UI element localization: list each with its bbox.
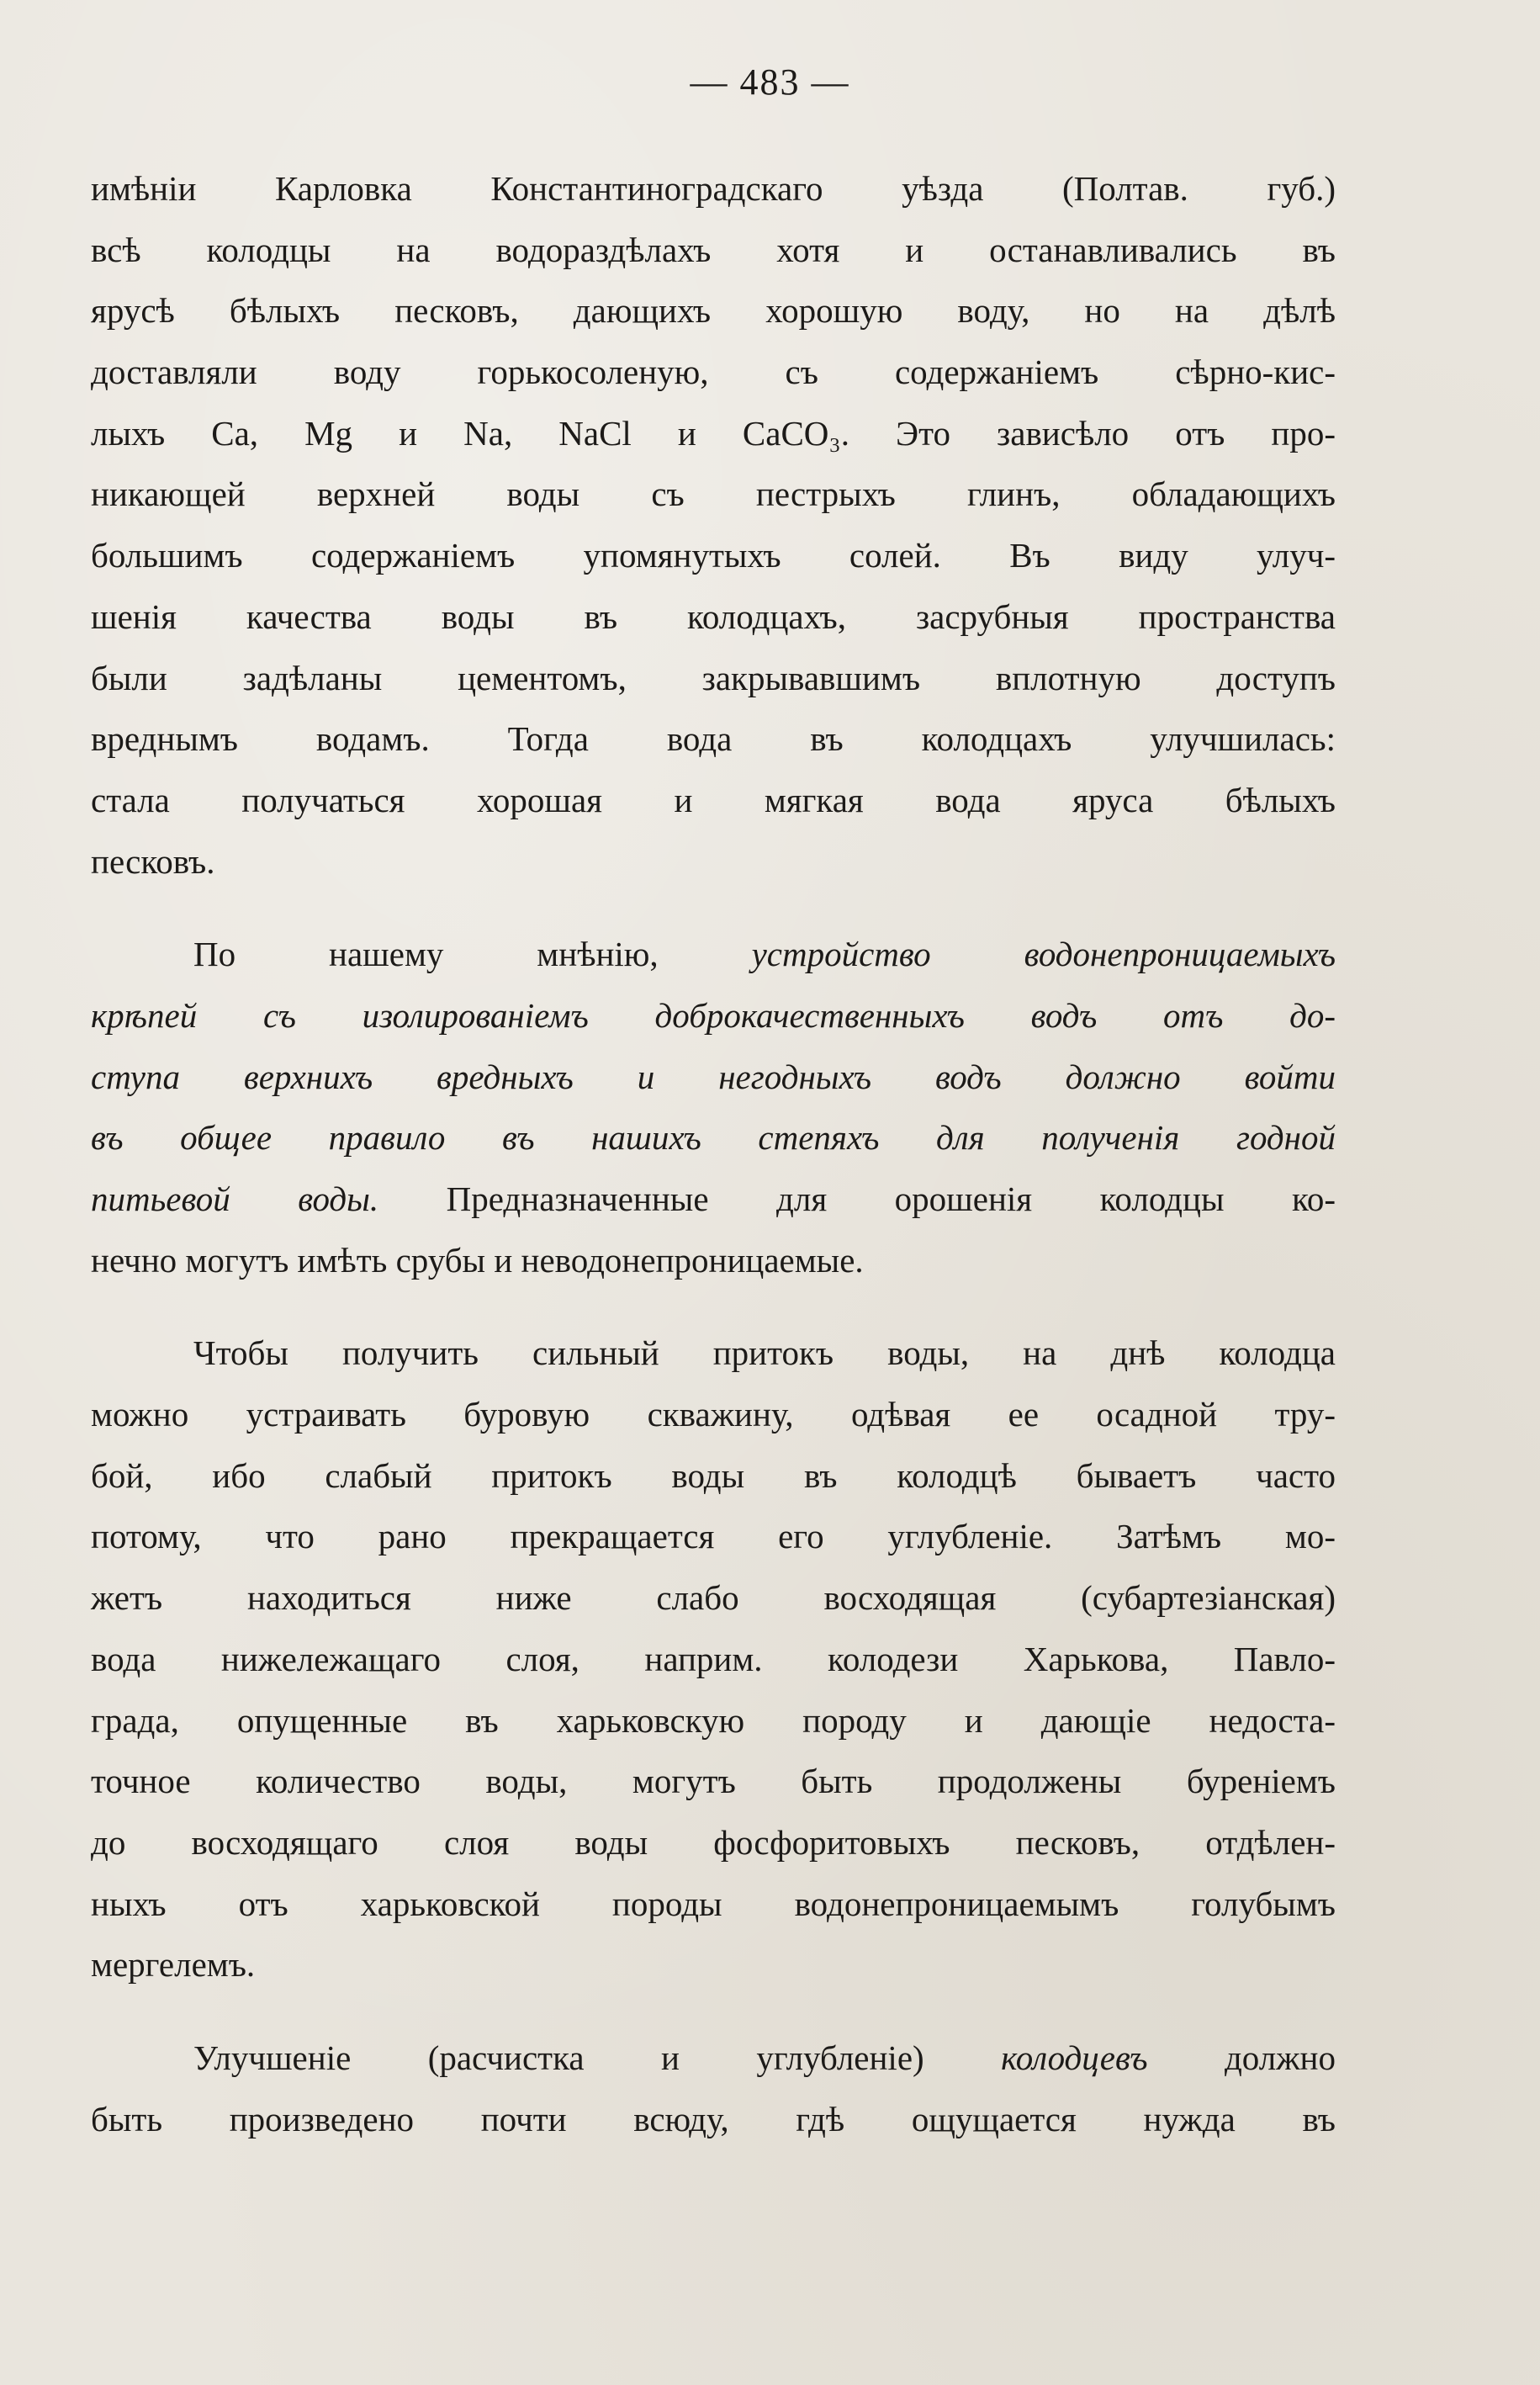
text-line: [91, 770, 1336, 831]
text-line: [91, 1169, 1336, 1230]
text-line: [91, 924, 1336, 985]
text-segment: потому, что рано прекращается его углубленіе. Затѣмъ мо-: [91, 1517, 1336, 1556]
text-line: [91, 1812, 1336, 1874]
text-line: [91, 525, 1336, 586]
text-segment: шенія качества воды въ колодцахъ, засрубныя пространства: [91, 596, 1336, 636]
page-body: [91, 158, 1336, 2149]
text-segment: должно: [1147, 2038, 1336, 2077]
text-segment-italic: ступа верхнихъ вредныхъ и негодныхъ водъ должно войти: [91, 1057, 1336, 1096]
text-segment: ныхъ отъ харьковской породы водонепроницаемымъ голубымъ: [91, 1884, 1336, 1923]
paragraph-gap: [91, 1995, 1336, 2027]
text-segment: большимъ содержаніемъ упомянутыхъ солей. Въ виду улуч-: [91, 536, 1336, 575]
text-line: [91, 342, 1336, 403]
paragraph: [91, 924, 1336, 1291]
text-segment: стала получаться хорошая и мягкая вода яруса бѣлыхъ: [91, 780, 1336, 819]
text-segment: жетъ находиться ниже слабо восходящая (субартезіанская): [91, 1578, 1336, 1618]
paragraph: [91, 158, 1336, 892]
text-line: [91, 403, 1336, 464]
text-line: [91, 1874, 1336, 1935]
text-segment: нечно могутъ имѣть срубы и неводонепроницаемые.: [91, 1240, 864, 1280]
text-segment: бой, ибо слабый притокъ воды въ колодцѣ бываетъ часто: [91, 1455, 1336, 1495]
text-line: [91, 1445, 1336, 1507]
text-line: [91, 1506, 1336, 1567]
text-segment: ярусѣ бѣлыхъ песковъ, дающихъ хорошую воду, но на дѣлѣ: [91, 291, 1336, 331]
paragraph-gap: [91, 892, 1336, 924]
text-segment: Предназначенные для орошенія колодцы ко-: [378, 1179, 1336, 1218]
text-segment: можно устраивать буровую скважину, одѣвая ее осадной тру-: [91, 1395, 1336, 1434]
text-segment: града, опущенные въ харьковскую породу и дающіе недоста-: [91, 1700, 1336, 1740]
paragraph: [91, 2027, 1336, 2149]
text-segment: доставляли воду горькосоленую, съ содержаніемъ сѣрно-кис-: [91, 352, 1336, 392]
text-segment-italic: питьевой воды.: [91, 1179, 379, 1218]
text-line: [91, 158, 1336, 220]
text-segment: были задѣланы цементомъ, закрывавшимъ вплотную доступъ: [91, 658, 1336, 697]
text-line: [91, 1934, 1336, 1995]
text-segment-italic: въ общее правило въ нашихъ степяхъ для полученія годной: [91, 1118, 1336, 1158]
text-segment: По нашему мнѣнію,: [193, 935, 752, 974]
text-line: [91, 1690, 1336, 1752]
text-segment: вреднымъ водамъ. Тогда вода въ колодцахъ улучшилась:: [91, 719, 1336, 759]
text-segment: имѣніи Карловка Константиноградскаго уѣзда (Полтав. губ.): [91, 169, 1336, 208]
text-segment-italic: колодцевъ: [1001, 2038, 1148, 2077]
text-segment: лыхъ Ca, Mg и Na, NaCl и CaCO₃. Это зависѣло отъ про-: [91, 413, 1336, 453]
text-line: [91, 280, 1336, 342]
text-line: [91, 1047, 1336, 1108]
text-line: [91, 1230, 1336, 1291]
text-line: [91, 2089, 1336, 2150]
text-segment: быть произведено почти всюду, гдѣ ощущается нужда въ: [91, 2099, 1336, 2139]
text-line: [91, 831, 1336, 893]
text-segment: всѣ колодцы на водораздѣлахъ хотя и останавливались въ: [91, 230, 1336, 269]
text-line: [91, 1322, 1336, 1384]
text-segment: никающей верхней воды съ пестрыхъ глинъ, обладающихъ: [91, 474, 1336, 514]
text-segment: Улучшеніе (расчистка и углубленіе): [193, 2038, 1002, 2077]
text-line: [91, 1567, 1336, 1629]
text-segment: мергелемъ.: [91, 1945, 256, 1985]
paragraph: [91, 1322, 1336, 1995]
text-segment-italic: устройство водонепроницаемыхъ: [751, 935, 1336, 974]
text-segment: вода нижележащаго слоя, наприм. колодези Харькова, Павло-: [91, 1639, 1336, 1678]
text-segment: до восходящаго слоя воды фосфоритовыхъ песковъ, отдѣлен-: [91, 1822, 1336, 1862]
text-segment-italic: крѣпей съ изолированіемъ доброкачественныхъ водъ отъ до-: [91, 995, 1336, 1035]
text-segment: Чтобы получить сильный притокъ воды, на днѣ колодца: [193, 1333, 1336, 1373]
text-line: [91, 464, 1336, 525]
text-line: [91, 1751, 1336, 1812]
text-line: [91, 648, 1336, 709]
text-segment: песковъ.: [91, 841, 215, 881]
text-line: [91, 1629, 1336, 1690]
text-segment: точное количество воды, могутъ быть продолжены буреніемъ: [91, 1762, 1336, 1801]
text-line: [91, 985, 1336, 1047]
text-line: [91, 220, 1336, 281]
text-line: [91, 1107, 1336, 1169]
text-line: [91, 1384, 1336, 1445]
text-line: [91, 708, 1336, 770]
paragraph-gap: [91, 1291, 1336, 1322]
text-line: [91, 2027, 1336, 2089]
page-number: — 483 —: [690, 61, 850, 103]
text-line: [91, 586, 1336, 648]
